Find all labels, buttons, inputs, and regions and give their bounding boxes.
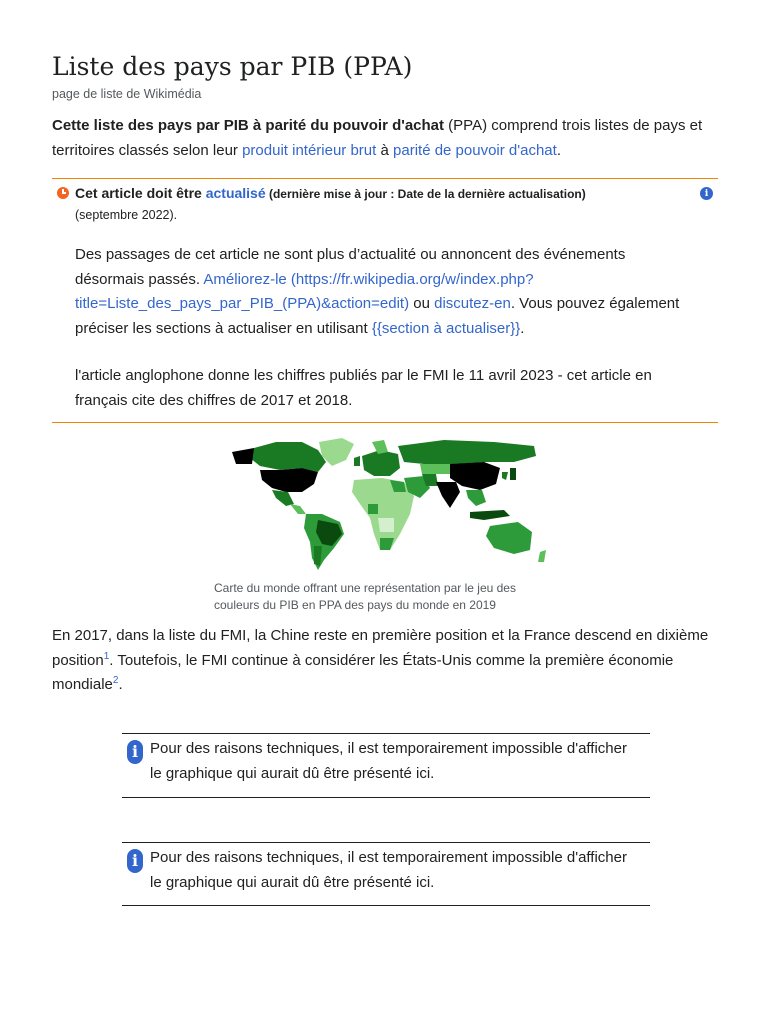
notice-text-1: Des passages de cet article ne sont plus d’actualité ou annoncent des événements désormais passés.	[75, 246, 626, 288]
notice-text: Pour des raisons techniques, il est temporairement impossible d'afficher le graphique qui aurait dû être présenté ici.	[150, 849, 627, 891]
world-map[interactable]	[214, 434, 560, 572]
map-central-asia	[420, 464, 450, 474]
notice-message	[75, 243, 695, 341]
notice-text: Pour des raisons techniques, il est temporairement impossible d'afficher le graphique qui aurait dû être présenté ici.	[150, 740, 627, 782]
reference-link[interactable]: 1	[103, 650, 110, 662]
link-parite-pouvoir-achat[interactable]: parité de pouvoir d'achat	[393, 141, 557, 159]
notice-note: l'article anglophone donne les chiffres publiés par le FMI le 11 avril 2023 - cet article en français cite des chiffres de 2017 et 2018.	[75, 367, 652, 409]
info-icon[interactable]: i	[700, 187, 713, 200]
body-paragraph	[52, 624, 718, 698]
reference-link[interactable]: 2	[112, 675, 119, 686]
page-subtitle: page de liste de Wikimédia	[52, 87, 202, 101]
info-icon: i	[127, 740, 143, 764]
intro-bold: Cette liste des pays par PIB à parité du pouvoir d'achat	[52, 117, 445, 134]
body-text-1: En 2017, dans la liste du FMI, la Chine reste en première position et la France descend en dixième position	[52, 627, 709, 669]
graph-unavailable-notice	[122, 733, 650, 798]
link-produit-interieur-brut[interactable]: produit intérieur brut	[242, 141, 377, 159]
intro-text-2: à	[376, 141, 394, 159]
page-title: Liste des pays par PIB (PPA)	[52, 52, 413, 81]
body-text-3: .	[118, 676, 123, 693]
map-caption: Carte du monde offrant une représentation par le jeu des couleurs du PIB en PPA des pays du monde en 2019	[214, 581, 516, 612]
intro-text-1: (PPA) comprend trois listes de pays et territoires classés selon leur	[52, 117, 703, 159]
info-icon: i	[127, 849, 143, 873]
notice-date: (septembre 2022).	[75, 208, 178, 222]
map-japan	[510, 468, 516, 480]
link-section-a-actualiser[interactable]: {{section à actualiser}}	[371, 319, 521, 337]
update-notice	[52, 178, 718, 423]
map-central-africa	[378, 518, 394, 532]
graph-unavailable-notice	[122, 842, 650, 906]
notice-text-3: . Vous pouvez également préciser les sections à actualiser en utilisant	[75, 295, 680, 337]
notice-heading	[75, 183, 675, 205]
link-ameliorez-le[interactable]: Améliorez-le (https://fr.wikipedia.org/w/index.php?title=Liste_des_pays_par_PIB_(PPA)&action=edit)	[75, 270, 534, 312]
notice-last-update: (dernière mise à jour : Date de la dernière actualisation)	[265, 187, 586, 201]
clock-icon	[57, 187, 69, 199]
body-text-2: . Toutefois, le FMI continue à considérer les États-Unis comme la première économie mondiale	[52, 651, 674, 693]
intro-paragraph	[52, 114, 718, 163]
link-actualise[interactable]: actualisé	[205, 185, 266, 201]
map-nigeria	[368, 504, 378, 514]
intro-text-3: .	[556, 141, 561, 159]
notice-text-4: .	[520, 319, 525, 337]
link-discutez-en[interactable]: discutez-en	[434, 295, 511, 312]
notice-text-2: ou	[409, 295, 435, 312]
notice-head-bold: Cet article doit être	[75, 185, 206, 201]
